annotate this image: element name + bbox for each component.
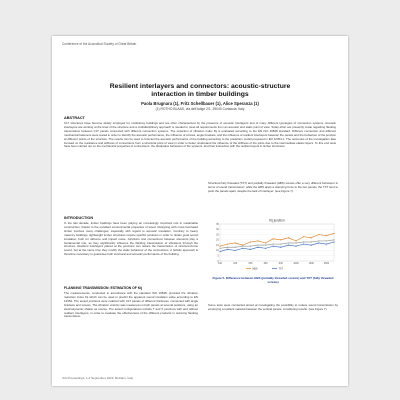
x-tick-label: 630	[278, 262, 283, 265]
series-3-point	[265, 245, 266, 246]
x-tick-label: 2500	[323, 262, 330, 265]
title-line-2: interaction in timber buildings	[151, 91, 249, 98]
page-footer: ICA Proceedings, 1-4 September 2022, Bolzano, Italy	[62, 376, 134, 380]
series-3-point	[257, 245, 258, 246]
series-1-point	[227, 243, 228, 244]
series-3-point	[288, 242, 289, 243]
series-3-point	[333, 239, 334, 240]
series-1-point	[311, 237, 312, 238]
series-3-point	[242, 246, 243, 247]
series-1-point	[242, 245, 243, 246]
right-column-text: Structural fully threaded (TXT) and partially threaded (HBS) screws offer a very different behaviour in terms of sound transmission: while the HBS apply a clamping force to the two panels, the TXT tend to push the panels apart, despite the lack of interlayer. (see Figure 7).	[208, 182, 338, 193]
conference-header: Conference of the Acoustical Society of Great Britain	[62, 42, 137, 46]
series-3-point	[273, 243, 274, 244]
intro-heading: INTRODUCTION	[64, 216, 94, 220]
series-1-point	[280, 239, 281, 240]
paper-page	[52, 36, 348, 386]
series-1-point	[326, 235, 327, 236]
series-2-point	[280, 247, 281, 248]
x-tick-label: 400	[263, 262, 268, 265]
series-1-point	[235, 242, 236, 243]
y-tick-label: 5	[217, 254, 219, 258]
legend-label-2: TXT	[278, 267, 284, 271]
series-1-point	[295, 240, 296, 241]
measure-heading: FLANKING TRANSMISSION: ESTIMATION OF Kij	[64, 286, 143, 290]
series-2-point	[295, 246, 296, 247]
series-1-point	[265, 242, 266, 243]
y-tick-label: 35	[216, 222, 219, 226]
x-tick-label: 1000	[293, 262, 299, 265]
x-tick-label: 1600	[308, 262, 314, 265]
series-3-point	[280, 243, 281, 244]
chart-title: Kij junction	[269, 218, 285, 223]
series-3-point	[303, 241, 304, 242]
series-1-point	[333, 233, 334, 234]
authors: Paola Brugnara (1), Fritz Schellbauer (1), Alice Speranza (1)	[141, 101, 259, 106]
series-2-point	[333, 241, 334, 242]
series-2-point	[219, 251, 220, 252]
series-3-point	[311, 241, 312, 242]
y-tick-label: 10	[216, 249, 219, 253]
y-tick-label: 0	[217, 259, 219, 263]
series-2-point	[250, 249, 251, 250]
legend-label-1: HBS	[252, 267, 258, 271]
x-tick-label: 160	[233, 262, 238, 265]
abstract-text: CLT structures have become widely employed for multistorey buildings and are often characterized by the presence of acoustic interlayers and of many different typologies of connection systems. Acoustic interlayers are working at the level of the structure and a multidisciplinary approach is needed to meet all requirements from an acoustic and static point of view. Today effort are presently made regarding flanking transmission between CLT panels connected with different connection systems. The reduction of vibration index Kij is evaluated according to the EN ISO 10848 standard. Different connection and different mechanical fasteners were tested in order to identify the acoustic performance, the influence of screws, angle brackets, and the influence of resilient interlayers between the panels and the behaviour of the junction at different points of the structure. The results can be used to forecast the acoustic performance of the building according to the prediction model proposed in EN 12354-1. The outcomes of the investigation also focused on the resistance and stiffness of connections from a structural point of view in order to better understand the influence of the stiffness of the joints due to the intermediate elastic layers. To this end tests have been carried out on the mechanical properties of connections, the dissipative behaviour of the systems, and their interaction with the resilient layers in timber structures.	[64, 121, 336, 149]
series-3-point	[318, 240, 319, 241]
series-3-point	[235, 247, 236, 248]
chart-svg	[208, 217, 338, 272]
series-1-point	[318, 234, 319, 235]
series-2-point	[242, 248, 243, 249]
series-1-point	[273, 238, 274, 239]
series-2-point	[273, 246, 274, 247]
series-1-point	[250, 241, 251, 242]
plot-area	[220, 224, 334, 261]
series-1-point	[288, 237, 289, 238]
series-3-point	[219, 248, 220, 249]
series-3-point	[326, 240, 327, 241]
kij-chart	[208, 217, 338, 272]
series-1-point	[303, 236, 304, 237]
series-3-point	[295, 242, 296, 243]
series-2-point	[288, 245, 289, 246]
y-tick-label: 25	[216, 233, 219, 237]
affiliation: (1) ROTHO BLAAS, via dell'Adige 2/1, 39040 Cortaccia, Italy	[155, 107, 245, 111]
intro-text: In the last decade, timber buildings have been playing an increasingly important role in sustainable construction, thanks to the excellent environmental properties of wood. Designing with cross laminated timber involves many challenges, especially with regard to acoustic insulation. Contrary to heavy masonry buildings, lightweight timber structures require specific solutions in order to obtain good sound insulation, both for airborne and impact noise. Junctions and connections between elements play a fundamental role, as they significantly influence the flanking transmission of vibrations through the structure. Resilient interlayers placed at the junctions can reduce the transmission of structure-borne sound, but at the same time they modify the static behaviour of the connections. A holistic approach is therefore necessary to guarantee both structural and acoustic performance of the building.	[64, 222, 198, 257]
right-column-text-2: Some tests were conducted aimed at investigating the possibility to reduce sound transmission by employing a resilient material between the vertical panels, considering results. (see Figure 7)	[208, 304, 338, 311]
y-tick-label: 15	[216, 243, 219, 247]
x-tick-label: 100	[218, 262, 222, 265]
title-line-1: Resilient interlayers and connectors: acoustic-structure	[109, 83, 291, 90]
series-2-point	[257, 247, 258, 248]
measure-text: The measurements, conducted in accordance with the standard ISO 10848, provided the vibration reduction index Kij which can be used to predict the apparent sound insulation value according to EN 12354. The tested junctions were realized with CLT panels of different thickness, connected with angle brackets and screws. The vibration velocity was measured on both panels at several positions, using an electrodynamic shaker as source. The tested configurations include T and X junctions with and without resilient interlayers, in order to evaluate the effectiveness of the different products in reducing flanking transmission.	[64, 292, 198, 319]
figure-caption: Figure 5. Difference between HBS (partially threaded screws) and TXT (fully threaded screws)	[212, 276, 334, 284]
series-1-point	[219, 246, 220, 247]
series-3-point	[250, 246, 251, 247]
series-1-point	[257, 240, 258, 241]
series-2-point	[311, 245, 312, 246]
series-2-point	[326, 243, 327, 244]
abstract-heading: ABSTRACT	[64, 116, 85, 120]
series-2-point	[265, 248, 266, 249]
x-tick-label: 250	[248, 262, 253, 265]
series-2-point	[227, 249, 228, 250]
paper-title	[82, 83, 318, 99]
y-tick-label: 30	[216, 228, 219, 232]
series-2-point	[235, 250, 236, 251]
series-3-point	[227, 247, 228, 248]
y-tick-label: 20	[216, 238, 219, 242]
series-2-point	[303, 243, 304, 244]
series-2-point	[318, 242, 319, 243]
